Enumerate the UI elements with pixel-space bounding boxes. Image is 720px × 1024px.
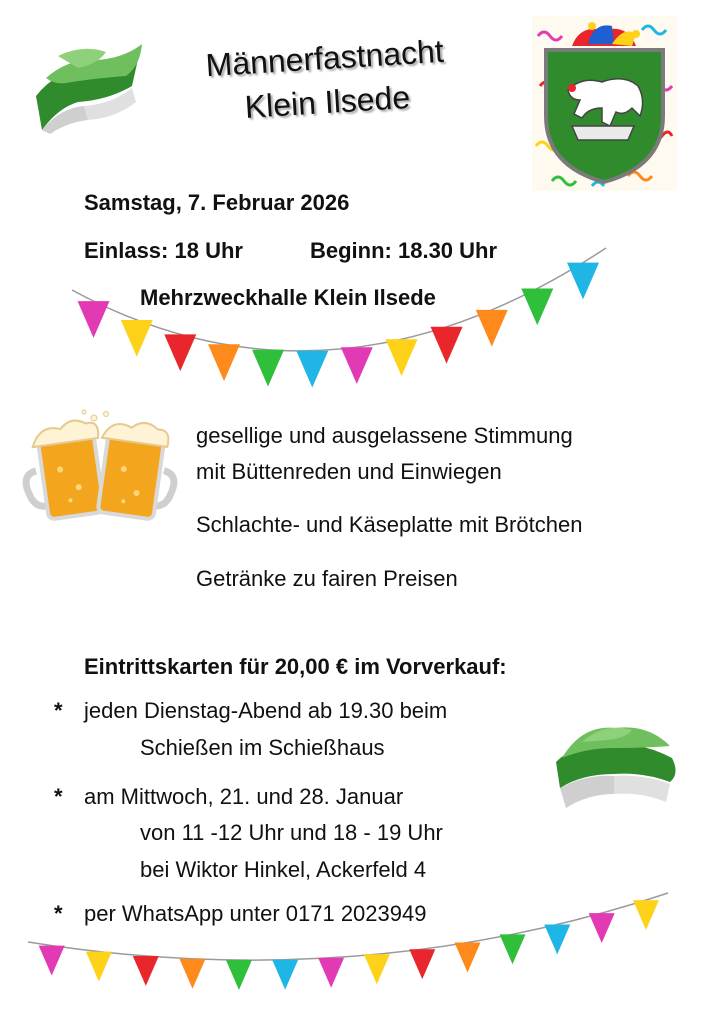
feature-line-4: Getränke zu fairen Preisen xyxy=(196,566,458,591)
garland-string xyxy=(28,893,668,960)
title-line-1: Männerfastnacht xyxy=(204,32,445,84)
pennant-flag xyxy=(544,924,570,954)
pennant-flag xyxy=(226,960,252,990)
event-entry-time: Einlass: 18 Uhr xyxy=(84,238,243,263)
ticket-1-line-1: jeden Dienstag-Abend ab 19.30 beim xyxy=(84,698,448,723)
pennant-flag xyxy=(86,952,112,982)
ticket-1-line-2: Schießen im Schießhaus xyxy=(140,735,385,760)
feature-line-1: gesellige und ausgelassene Stimmung xyxy=(196,423,573,448)
ticket-2-line-3: bei Wiktor Hinkel, Ackerfeld 4 xyxy=(140,857,427,882)
pennant-flag xyxy=(455,943,481,973)
pennant-flag xyxy=(318,958,344,988)
feature-line-3: Schlachte- und Käseplatte mit Brötchen xyxy=(196,512,583,537)
pennant-flag xyxy=(39,946,65,976)
event-start-time: Beginn: 18.30 Uhr xyxy=(310,238,498,263)
feature-line-2: mit Büttenreden und Einwiegen xyxy=(196,459,502,484)
ticket-3-line-1: per WhatsApp unter 0171 2023949 xyxy=(84,901,427,926)
pennant-flag xyxy=(272,960,298,990)
tickets-heading: Eintrittskarten für 20,00 € im Vorverkauf: xyxy=(84,654,507,679)
pennant-flag xyxy=(633,900,659,930)
event-venue: Mehrzweckhalle Klein Ilsede xyxy=(140,285,436,310)
bullet-3: * xyxy=(54,901,63,926)
event-date: Samstag, 7. Februar 2026 xyxy=(84,190,350,215)
pennant-flag xyxy=(133,956,159,986)
pennant-flag xyxy=(500,934,526,964)
bullet-1: * xyxy=(54,698,63,723)
bullet-2: * xyxy=(54,784,63,809)
ticket-2-line-2: von 11 -12 Uhr und 18 - 19 Uhr xyxy=(140,820,443,845)
ticket-2-line-1: am Mittwoch, 21. und 28. Januar xyxy=(84,784,404,809)
pennant-flag xyxy=(589,913,615,943)
pennant-flag xyxy=(180,959,206,989)
title-line-2: Klein Ilsede xyxy=(243,78,412,125)
pennant-flag xyxy=(409,949,435,979)
pennant-flag xyxy=(364,954,390,984)
